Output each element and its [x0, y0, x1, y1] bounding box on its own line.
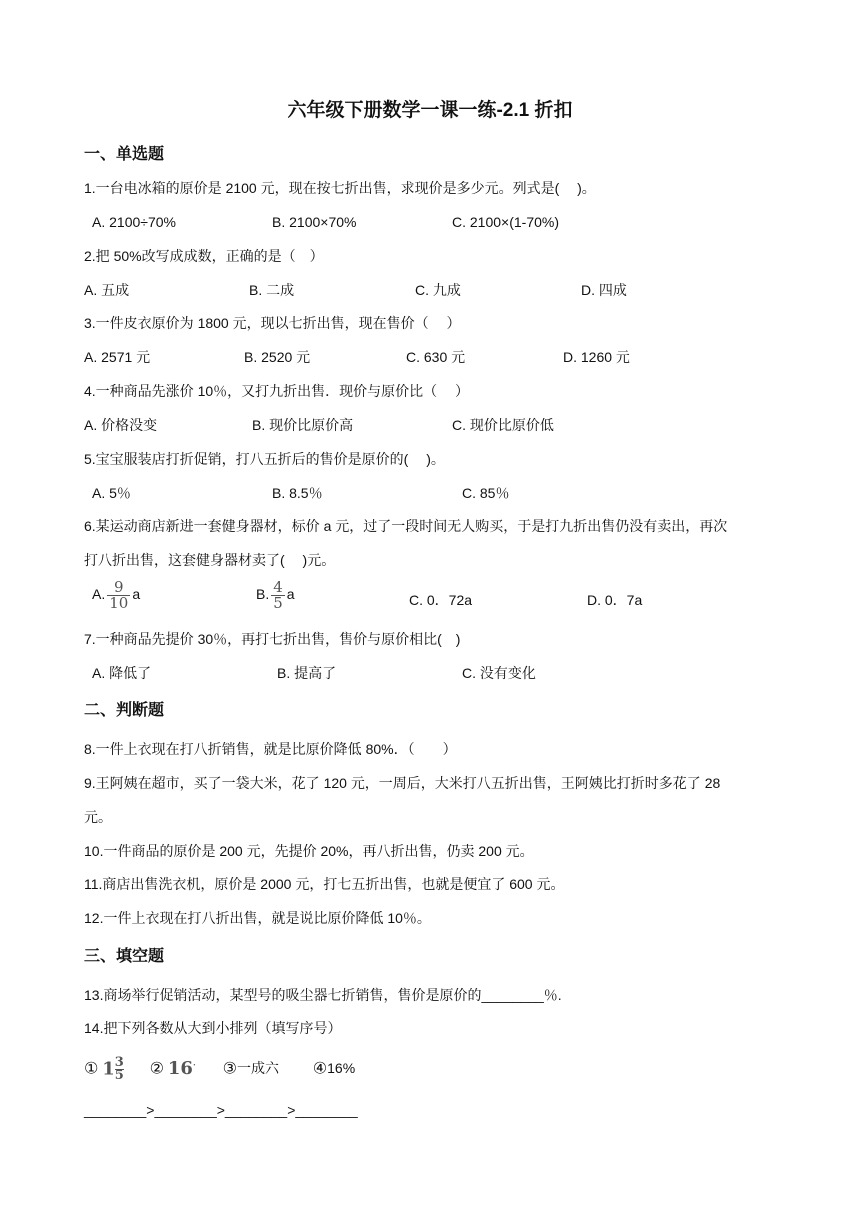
question-13: 13.商场举行促销活动，某型号的吸尘器七折销售，售价是原价的________％.	[84, 987, 562, 1003]
item-3-text: 一成六	[237, 1060, 280, 1076]
mixed-number-whole: 1	[102, 1058, 115, 1080]
section-heading-true-false: 二、判断题	[84, 702, 165, 719]
q6-option-a-suffix: a	[132, 586, 141, 603]
repeating-dot: ˙	[191, 1064, 197, 1076]
question-2: 2.把 50%改写成成数，正确的是（ ）	[84, 248, 324, 264]
question-6-line-2: 打八折出售，这套健身器材卖了( )元。	[84, 552, 336, 568]
q4-option-b[interactable]: B. 现价比原价高	[252, 417, 354, 433]
question-11: 11.商店出售洗衣机，原价是 2000 元，打七五折出售，也就是便宜了 600 元。	[84, 876, 565, 892]
q6-option-a-label: A.	[92, 586, 106, 603]
q2-option-d[interactable]: D. 四成	[581, 282, 627, 298]
question-4: 4.一种商品先涨价 10％，又打九折出售．现价与原价比（ ）	[84, 383, 470, 399]
q3-option-b[interactable]: B. 2520 元	[244, 349, 311, 365]
circled-number-2: ②	[149, 1060, 164, 1078]
q2-option-b[interactable]: B. 二成	[249, 282, 295, 298]
q2-option-a[interactable]: A. 五成	[84, 282, 130, 298]
mixed-number-fraction	[114, 1054, 124, 1083]
circled-number-1: ①	[84, 1060, 99, 1078]
q1-option-c[interactable]: C. 2100×(1-70%)	[452, 214, 560, 230]
fraction-denominator: 5	[273, 594, 283, 612]
q6-option-d[interactable]: D. 0．7a	[587, 592, 643, 608]
repeating-decimal-value: 16	[167, 1058, 193, 1080]
q5-option-b[interactable]: B. 8.5％	[272, 485, 323, 501]
repeating-decimal	[167, 1058, 197, 1080]
q7-option-a[interactable]: A. 降低了	[92, 665, 152, 681]
q1-option-a[interactable]: A. 2100÷70%	[92, 214, 176, 230]
fraction-numerator: 4	[273, 578, 283, 596]
question-9-line-2: 元。	[84, 809, 112, 825]
fraction-numerator: 3	[114, 1054, 124, 1070]
fraction-numerator: 9	[107, 580, 130, 596]
circled-number-4: ④	[312, 1060, 328, 1078]
question-12: 12.一件上衣现在打八折出售，就是说比原价降低 10％。	[84, 910, 431, 926]
q1-option-b[interactable]: B. 2100×70%	[272, 214, 357, 230]
item-4-text: 16%	[327, 1060, 356, 1076]
q6-option-b-suffix: a	[286, 586, 295, 603]
q14-answer-blanks[interactable]: ________>________>________>________	[84, 1102, 358, 1118]
q3-option-c[interactable]: C. 630 元	[406, 349, 466, 365]
q5-option-c[interactable]: C. 85％	[462, 485, 510, 501]
q5-option-a[interactable]: A. 5％	[92, 485, 131, 501]
fraction-denominator: 5	[114, 1067, 124, 1083]
q3-option-a[interactable]: A. 2571 元	[84, 349, 151, 365]
fraction-9-10	[107, 580, 130, 611]
q2-option-c[interactable]: C. 九成	[415, 282, 461, 298]
section-heading-fill-blank: 三、填空题	[84, 948, 165, 965]
question-14: 14.把下列各数从大到小排列（填写序号）	[84, 1020, 342, 1036]
q3-option-d[interactable]: D. 1260 元	[563, 349, 630, 365]
q7-option-c[interactable]: C. 没有变化	[462, 665, 536, 681]
q6-option-b[interactable]	[256, 580, 295, 611]
q6-option-a[interactable]	[92, 580, 140, 611]
question-5: 5.宝宝服装店打折促销，打八五折后的售价是原价的( )。	[84, 451, 445, 467]
question-10: 10.一件商品的原价是 200 元，先提价 20%，再八折出售，仍卖 200 元。	[84, 843, 534, 859]
q4-option-c[interactable]: C. 现价比原价低	[452, 417, 554, 433]
page-title: 六年级下册数学一课一练-2.1 折扣	[287, 100, 573, 121]
question-8: 8.一件上衣现在打八折销售，就是比原价降低 80%．（ ）	[84, 741, 457, 757]
q7-option-b[interactable]: B. 提高了	[277, 665, 337, 681]
circled-number-3: ③	[222, 1060, 238, 1078]
q6-option-b-label: B.	[256, 586, 270, 603]
question-3: 3.一件皮衣原价为 1800 元，现以七折出售，现在售价（ ）	[84, 315, 461, 331]
question-7: 7.一种商品先提价 30％，再打七折出售，售价与原价相比( )	[84, 631, 461, 647]
section-heading-single-choice: 一、单选题	[84, 146, 165, 163]
q4-option-a[interactable]: A. 价格没变	[84, 417, 158, 433]
q6-option-c[interactable]: C. 0．72a	[409, 592, 473, 608]
question-1: 1.一台电冰箱的原价是 2100 元，现在按七折出售，求现价是多少元。列式是( )。	[84, 180, 596, 196]
fraction-4-5	[271, 580, 285, 611]
question-6-line-1: 6.某运动商店新进一套健身器材，标价 a 元，过了一段时间无人购买，于是打九折出售仍没有卖出，再次	[84, 518, 728, 534]
q14-items-row	[84, 1052, 355, 1084]
fraction-denominator: 10	[109, 594, 129, 612]
question-9-line-1: 9.王阿姨在超市，买了一袋大米，花了 120 元，一周后，大米打八五折出售，王阿姨比打折时多花了 28	[84, 775, 721, 791]
